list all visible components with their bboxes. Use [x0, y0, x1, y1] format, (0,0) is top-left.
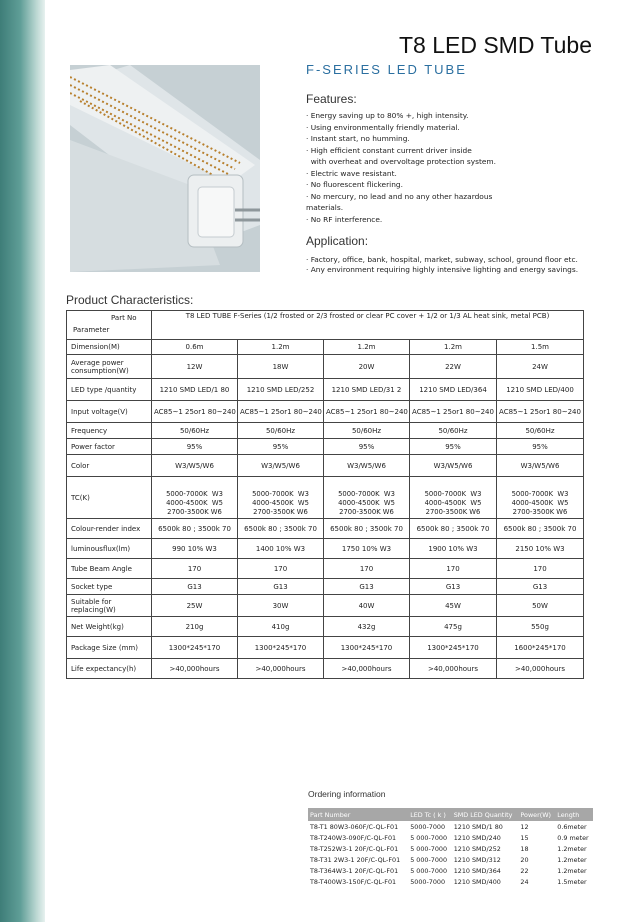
table-cell: T8-T31 2W3-1 20F/C-QL-F01	[310, 855, 401, 864]
table-cell: 1300*245*170	[410, 637, 497, 659]
table-cell: 170	[238, 559, 324, 579]
table-row	[67, 519, 584, 539]
table-cell: 1400 10% W3	[238, 539, 324, 559]
table-cell: 50/60Hz	[410, 423, 497, 439]
table-cell: 1210 SMD LED/400	[497, 379, 584, 401]
table-cell: AC85~1 25or1 80~240	[152, 401, 238, 423]
table-cell: 30W	[238, 595, 324, 617]
table-cell: 15	[520, 833, 529, 842]
table-cell: 5 000-7000	[410, 833, 448, 842]
table-cell: 1.2meter	[557, 866, 587, 875]
table-row	[67, 477, 584, 519]
table-cell: W3/W5/W6	[324, 455, 410, 477]
table-cell: 6500k 80 ; 3500k 70	[324, 519, 410, 539]
characteristics-heading: Product Characteristics:	[66, 293, 194, 307]
list-item: with overheat and overvoltage protection system.	[306, 157, 496, 166]
parameter-label-cell: luminousflux(lm)	[67, 539, 152, 559]
table-cell: 210g	[152, 617, 238, 637]
table-cell: G13	[497, 579, 584, 595]
table-cell: 25W	[152, 595, 238, 617]
parameter-label-cell: LED type /quantity	[67, 379, 152, 401]
table-row	[67, 617, 584, 637]
table-cell: 5000-7000K W3 4000-4500K W5 2700-3500K W6	[497, 477, 584, 519]
column-header: LED Tc ( k )	[408, 808, 451, 821]
table-cell: 12	[520, 822, 529, 831]
parameter-label-cell: Frequency	[67, 423, 152, 439]
list-item: · No mercury, no lead and no any other hazardous materials.	[306, 191, 493, 212]
table-cell: 95%	[324, 439, 410, 455]
table-cell: W3/W5/W6	[152, 455, 238, 477]
table-cell: 95%	[238, 439, 324, 455]
table-cell: 1750 10% W3	[324, 539, 410, 559]
table-cell: 1300*245*170	[238, 637, 324, 659]
table-row	[67, 595, 584, 617]
table-cell: 0.9 meter	[557, 833, 589, 842]
table-cell: 5000-7000	[410, 822, 446, 831]
table-cell: 6500k 80 ; 3500k 70	[238, 519, 324, 539]
table-cell: G13	[324, 579, 410, 595]
parameter-label-cell: Dimension(M)	[67, 340, 152, 355]
column-header: Length	[555, 808, 593, 821]
table-row	[308, 843, 593, 854]
table-cell: 5000-7000K W3 4000-4500K W5 2700-3500K W6	[238, 477, 324, 519]
table-cell: 24W	[497, 355, 584, 379]
table-cell: T8-T1 80W3-060F/C-QL-F01	[310, 822, 399, 831]
series-subtitle: F-SERIES LED TUBE	[306, 62, 467, 77]
parameter-label-cell: Suitable for replacing(W)	[67, 595, 152, 617]
table-cell: 5000-7000K W3 4000-4500K W5 2700-3500K W6	[410, 477, 497, 519]
table-cell: 0.6m	[152, 340, 238, 355]
table-row	[67, 659, 584, 679]
table-cell: 170	[497, 559, 584, 579]
table-cell: 5000-7000K W3 4000-4500K W5 2700-3500K W6	[324, 477, 410, 519]
column-header: SMD LED Quantity	[452, 808, 519, 821]
table-row	[67, 579, 584, 595]
table-row	[308, 821, 593, 832]
parameter-label-cell: Color	[67, 455, 152, 477]
table-cell: 95%	[410, 439, 497, 455]
table-cell: >40,000hours	[497, 659, 584, 679]
table-cell: 20W	[324, 355, 410, 379]
table-cell: 22W	[410, 355, 497, 379]
table-row	[67, 559, 584, 579]
list-item: · Any environment requiring highly intensive lighting and energy savings.	[306, 264, 579, 274]
table-cell: 1210 SMD LED/1 80	[152, 379, 238, 401]
list-item: · No fluorescent flickering.	[306, 180, 403, 189]
table-cell: 1210 SMD LED/31 2	[324, 379, 410, 401]
series-description: T8 LED TUBE F-Series (1/2 frosted or 2/3 frosted or clear PC cover + 1/2 or 1/3 AL heat sink, metal PCB)	[152, 311, 584, 340]
table-header-row	[308, 808, 593, 821]
table-cell: 20	[520, 855, 529, 864]
list-item: · Energy saving up to 80% +, high intensity.	[306, 111, 469, 120]
table-cell: 475g	[410, 617, 497, 637]
table-cell: G13	[238, 579, 324, 595]
table-cell: AC85~1 25or1 80~240	[497, 401, 584, 423]
page-title: T8 LED SMD Tube	[398, 32, 592, 58]
table-row	[308, 876, 593, 887]
list-item: · No RF interference.	[306, 214, 383, 224]
parameter-label: Parameter	[73, 326, 110, 334]
table-cell: 1210 SMD LED/252	[238, 379, 324, 401]
column-header: Part Number	[308, 808, 408, 821]
table-cell: 6500k 80 ; 3500k 70	[410, 519, 497, 539]
table-cell: 50W	[497, 595, 584, 617]
table-cell: 1.2m	[410, 340, 497, 355]
table-cell: 1.2m	[324, 340, 410, 355]
table-cell: 50/60Hz	[497, 423, 584, 439]
table-cell: AC85~1 25or1 80~240	[238, 401, 324, 423]
table-cell: 12W	[152, 355, 238, 379]
table-cell: 1210 SMD/400	[453, 877, 501, 886]
list-item: · Using environmentally friendly material.	[306, 122, 460, 132]
table-cell: 0.6meter	[557, 822, 587, 831]
table-cell: 1.5meter	[557, 877, 587, 886]
table-cell: 18	[520, 844, 529, 853]
table-cell: 990 10% W3	[152, 539, 238, 559]
parameter-label-cell: Colour-render index	[67, 519, 152, 539]
ordering-table	[308, 808, 593, 887]
part-no-label: Part No	[111, 314, 137, 322]
ordering-heading: Ordering information	[308, 789, 386, 799]
parameter-label-cell: Average power consumption(W)	[67, 355, 152, 379]
table-cell: 1210 SMD/364	[453, 866, 501, 875]
parameter-label-cell: Life expectancy(h)	[67, 659, 152, 679]
table-cell: 5000-7000	[410, 877, 446, 886]
table-cell: 5 000-7000	[410, 844, 448, 853]
table-cell: G13	[410, 579, 497, 595]
table-cell: 24	[520, 877, 529, 886]
parameter-label-cell: Net Weight(kg)	[67, 617, 152, 637]
table-cell: T8-T252W3-1 20F/C-QL-F01	[310, 844, 399, 853]
table-cell: W3/W5/W6	[410, 455, 497, 477]
table-cell: 1210 SMD/1 80	[453, 822, 503, 831]
part-no-cell	[67, 311, 152, 340]
table-cell: 95%	[152, 439, 238, 455]
table-cell: 45W	[410, 595, 497, 617]
table-cell: AC85~1 25or1 80~240	[410, 401, 497, 423]
list-item: · High efficient constant current driver inside	[306, 145, 472, 155]
table-cell: 18W	[238, 355, 324, 379]
table-cell: >40,000hours	[324, 659, 410, 679]
table-header-row	[67, 311, 584, 340]
table-cell: 170	[324, 559, 410, 579]
table-cell: 1210 SMD/240	[453, 833, 501, 842]
table-row	[67, 340, 584, 355]
list-item: · Instant start, no humming.	[306, 134, 410, 143]
table-cell: 1210 SMD/252	[453, 844, 501, 853]
table-cell: 1.2meter	[557, 855, 587, 864]
table-row	[67, 355, 584, 379]
table-cell: 1.5m	[497, 340, 584, 355]
table-cell: AC85~1 25or1 80~240	[324, 401, 410, 423]
table-cell: 1900 10% W3	[410, 539, 497, 559]
table-cell: 50/60Hz	[152, 423, 238, 439]
table-cell: 95%	[497, 439, 584, 455]
table-row	[67, 379, 584, 401]
table-cell: 40W	[324, 595, 410, 617]
table-cell: 1600*245*170	[497, 637, 584, 659]
table-cell: 1210 SMD LED/364	[410, 379, 497, 401]
table-cell: 170	[152, 559, 238, 579]
parameter-label-cell: TC(K)	[67, 477, 152, 519]
table-cell: >40,000hours	[410, 659, 497, 679]
spec-table	[66, 310, 584, 679]
application-list	[306, 255, 606, 274]
table-cell: 5 000-7000	[410, 866, 448, 875]
product-photo	[70, 65, 260, 272]
list-item: · Electric wave resistant.	[306, 168, 397, 178]
table-cell: 170	[410, 559, 497, 579]
table-row	[67, 401, 584, 423]
parameter-label-cell: Power factor	[67, 439, 152, 455]
table-row	[308, 832, 593, 843]
table-cell: 1300*245*170	[152, 637, 238, 659]
list-item: · Factory, office, bank, hospital, market, subway, school, ground floor etc.	[306, 255, 578, 264]
table-cell: 410g	[238, 617, 324, 637]
parameter-label-cell: Tube Beam Angle	[67, 559, 152, 579]
table-row	[67, 539, 584, 559]
table-cell: G13	[152, 579, 238, 595]
table-cell: 22	[520, 866, 529, 875]
sidebar-band	[0, 0, 45, 922]
table-cell: 50/60Hz	[324, 423, 410, 439]
table-cell: T8-T400W3-150F/C-QL-F01	[310, 877, 397, 886]
column-header: Power(W)	[518, 808, 555, 821]
table-cell: 1300*245*170	[324, 637, 410, 659]
table-cell: 1.2m	[238, 340, 324, 355]
table-row	[308, 854, 593, 865]
table-cell: 5 000-7000	[410, 855, 448, 864]
table-cell: 432g	[324, 617, 410, 637]
table-row	[67, 637, 584, 659]
table-cell: 6500k 80 ; 3500k 70	[152, 519, 238, 539]
table-row	[308, 865, 593, 876]
parameter-label-cell: Socket type	[67, 579, 152, 595]
table-row	[67, 423, 584, 439]
table-cell: 50/60Hz	[238, 423, 324, 439]
parameter-label-cell: Input voltage(V)	[67, 401, 152, 423]
table-cell: >40,000hours	[152, 659, 238, 679]
table-cell: 5000-7000K W3 4000-4500K W5 2700-3500K W6	[152, 477, 238, 519]
features-heading: Features:	[306, 92, 357, 106]
application-heading: Application:	[306, 234, 369, 248]
table-row	[67, 455, 584, 477]
table-cell: W3/W5/W6	[497, 455, 584, 477]
table-cell: 1210 SMD/312	[453, 855, 501, 864]
table-row	[67, 439, 584, 455]
feature-list	[306, 110, 606, 225]
table-cell: 550g	[497, 617, 584, 637]
table-cell: W3/W5/W6	[238, 455, 324, 477]
table-cell: 6500k 80 ; 3500k 70	[497, 519, 584, 539]
table-cell: 2150 10% W3	[497, 539, 584, 559]
table-cell: >40,000hours	[238, 659, 324, 679]
parameter-label-cell: Package Size (mm)	[67, 637, 152, 659]
table-cell: T8-T240W3-090F/C-QL-F01	[310, 833, 397, 842]
table-cell: T8-T364W3-1 20F/C-QL-F01	[310, 866, 399, 875]
table-cell: 1.2meter	[557, 844, 587, 853]
